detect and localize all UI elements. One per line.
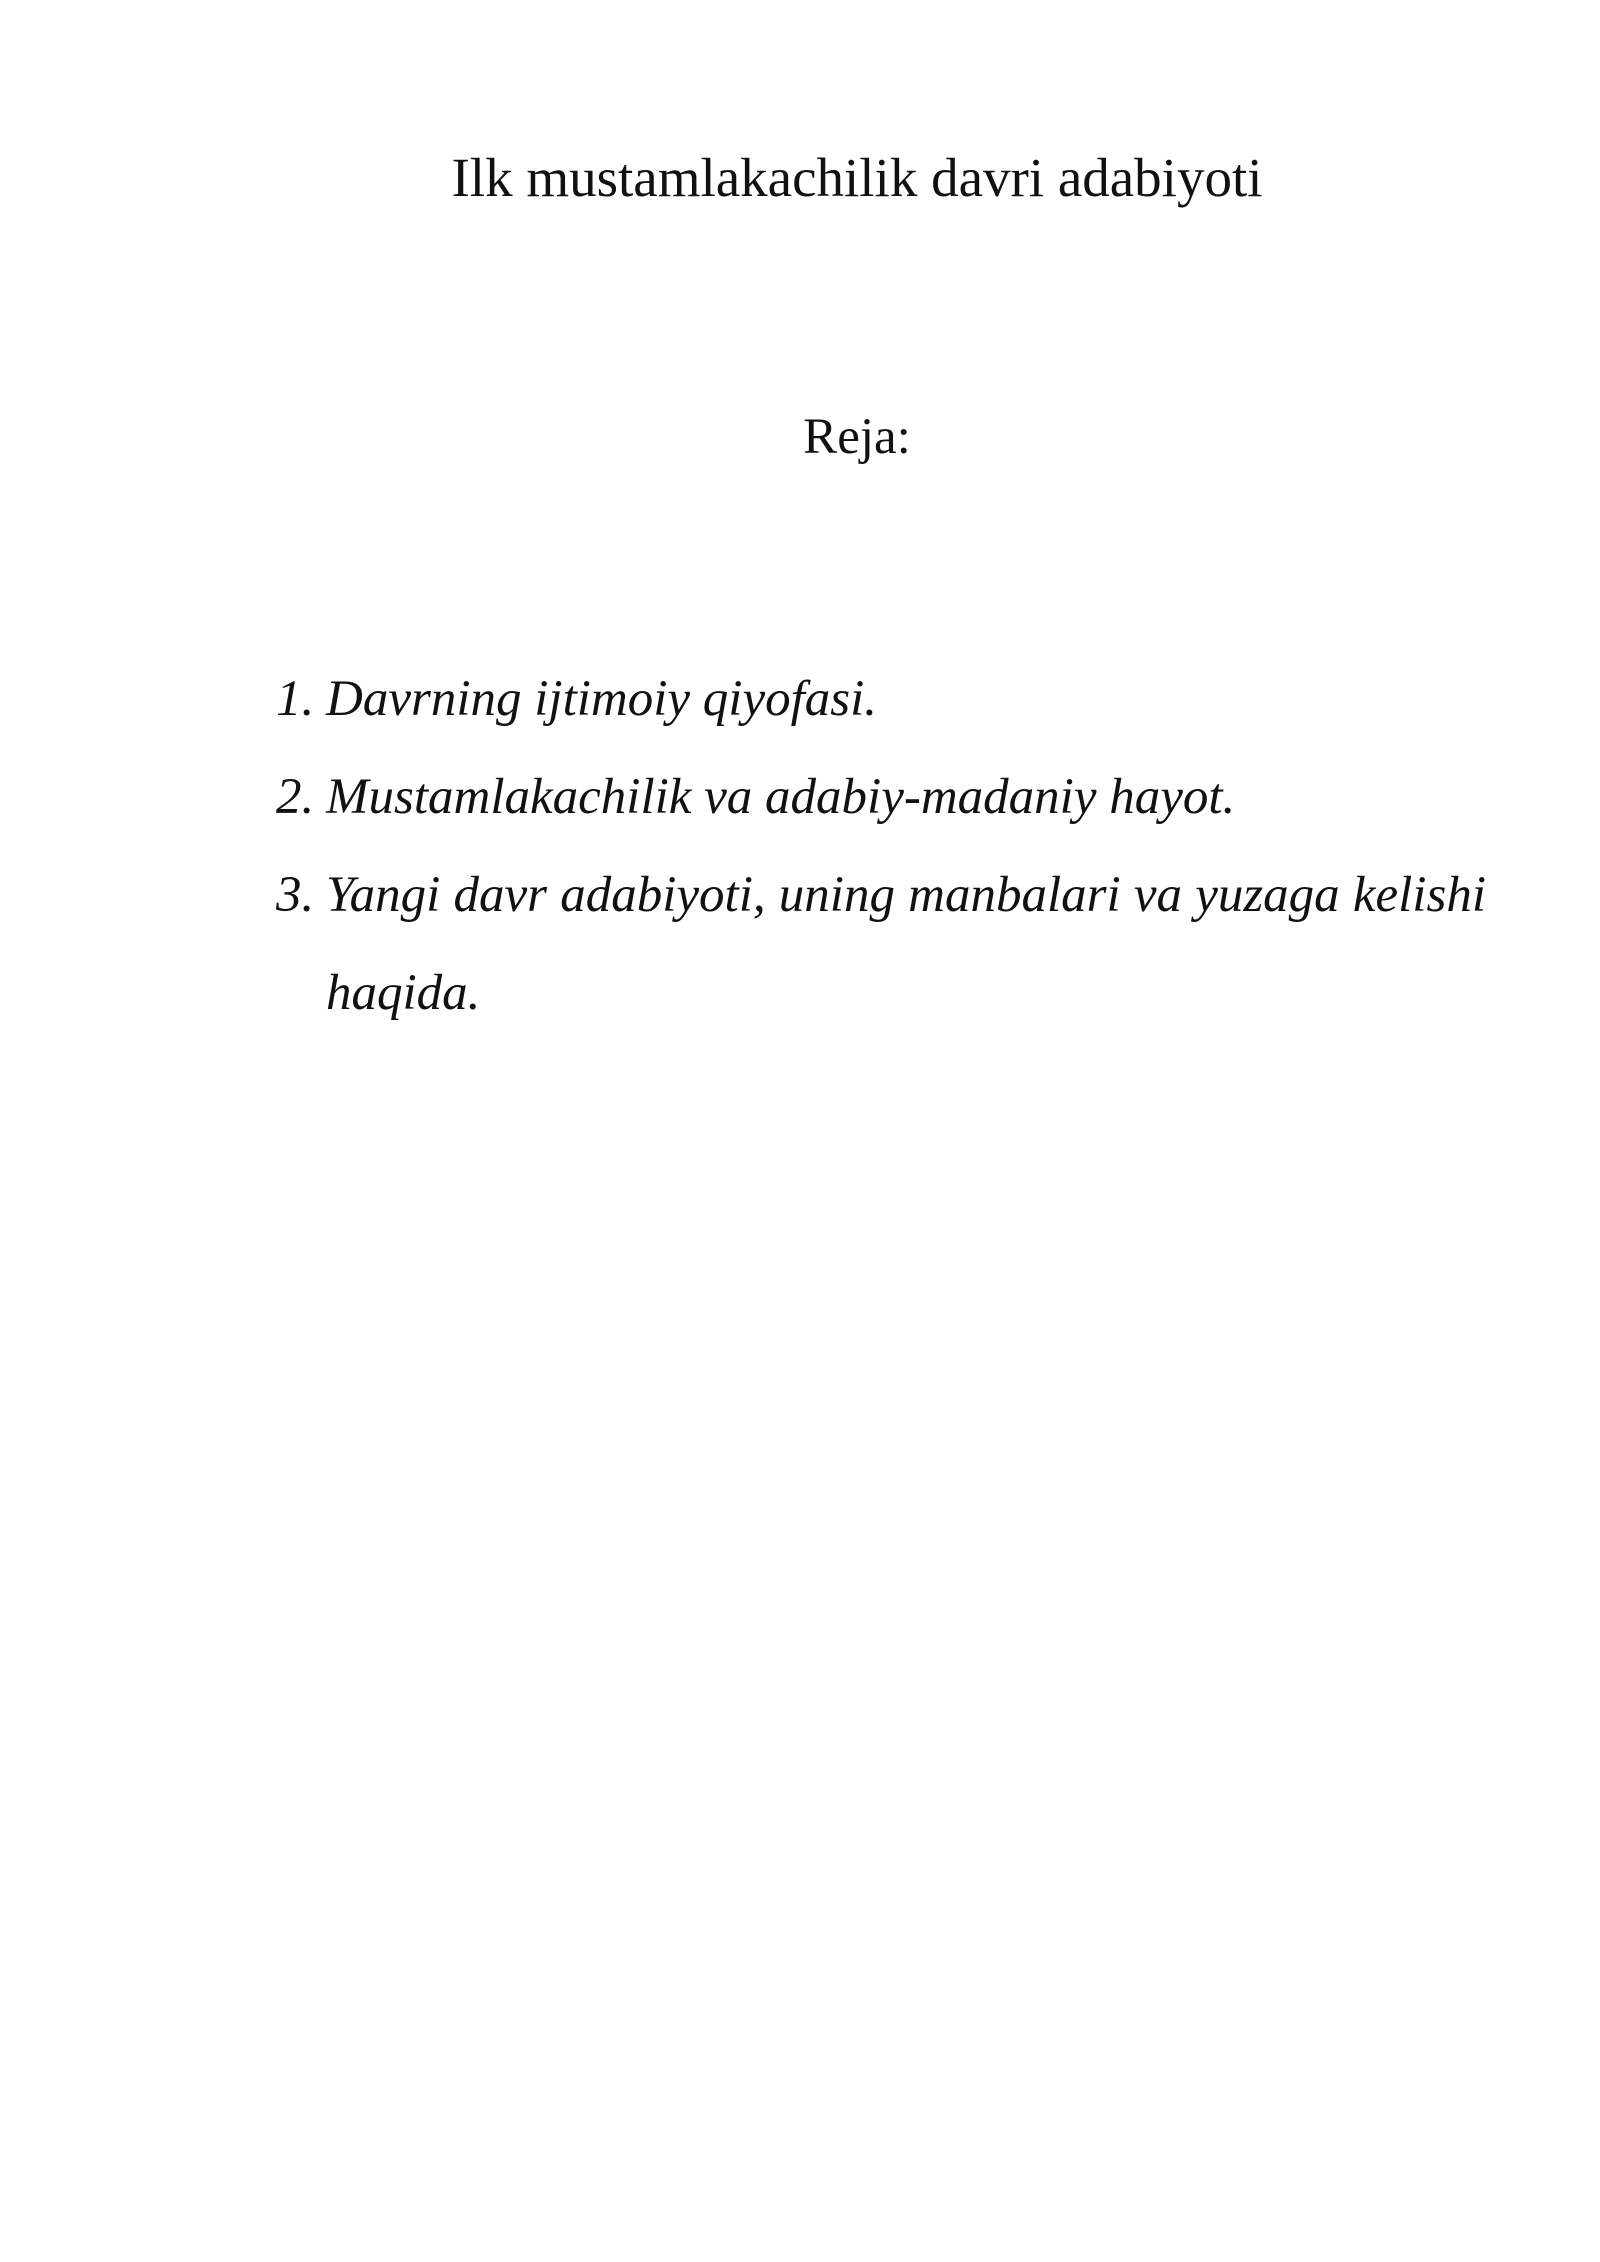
plan-heading: Reja:: [803, 409, 911, 465]
list-item: [276, 650, 1486, 748]
plan-list: [276, 650, 1486, 1042]
document-title: Ilk mustamlakachilik davri adabiyoti: [451, 147, 1263, 208]
list-item: [276, 846, 1486, 1042]
list-item-number: 3.: [276, 867, 315, 923]
list-item-number: 2.: [276, 769, 315, 825]
list-item-text: Mustamlakachilik va adabiy-madaniy hayot.: [326, 769, 1236, 825]
list-item-text: Davrning ijtimoiy qiyofasi.: [326, 671, 878, 727]
list-item: [276, 748, 1486, 846]
list-item-text: Yangi davr adabiyoti, uning manbalari va yuzaga kelishi haqida.: [326, 867, 1486, 1021]
list-item-number: 1.: [276, 671, 315, 727]
